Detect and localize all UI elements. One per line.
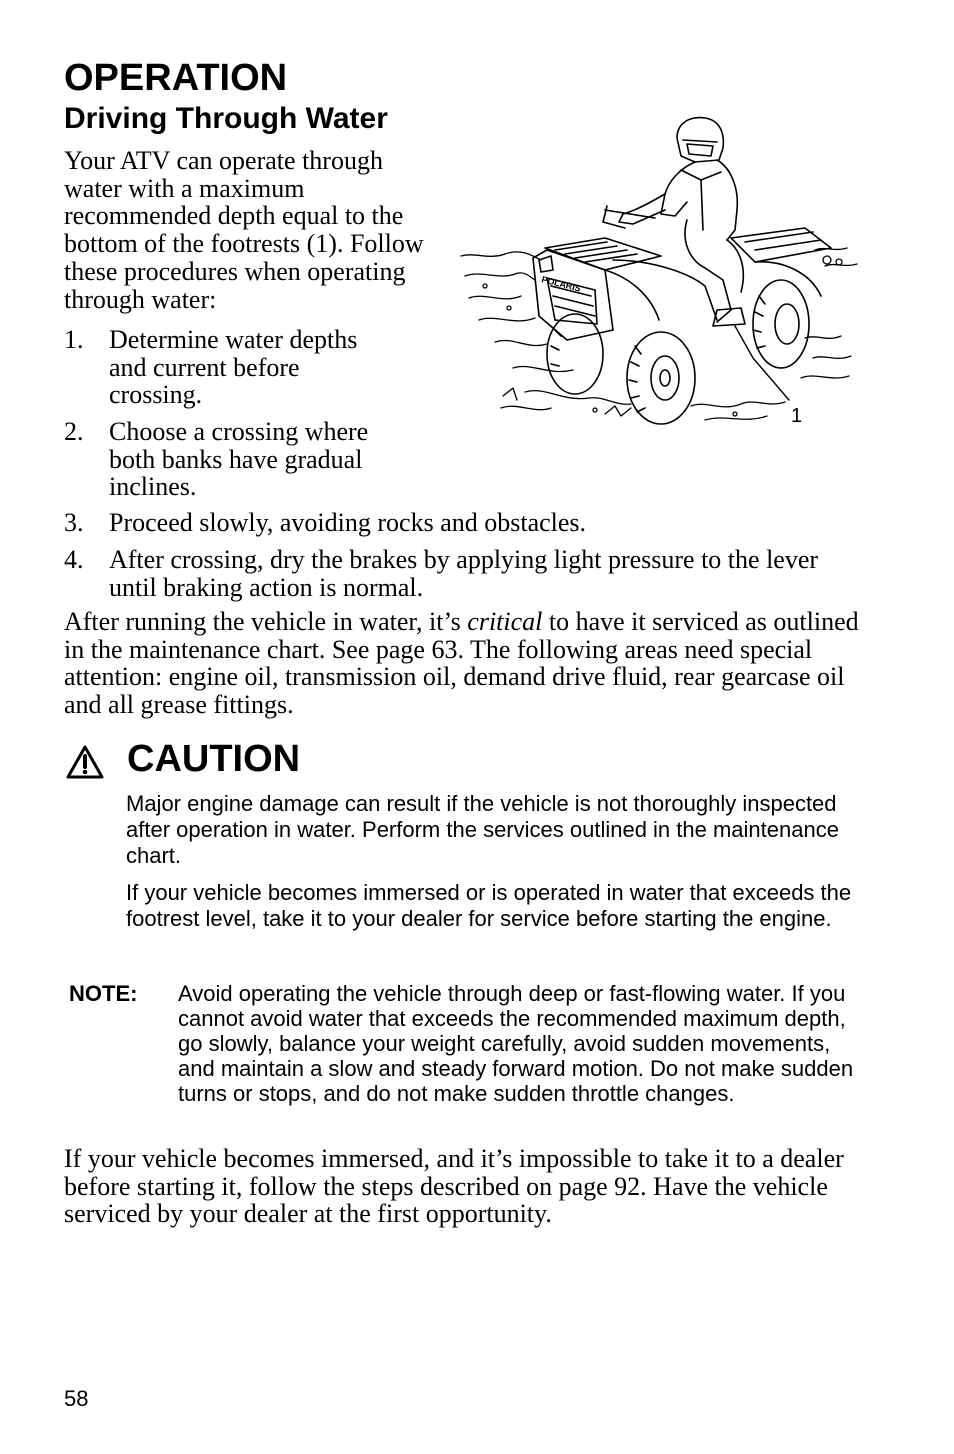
callout-leader-line — [735, 326, 789, 400]
page-number: 58 — [64, 1386, 89, 1411]
service-text-emphasis: critical — [467, 607, 543, 636]
caution-paragraph: Major engine damage can result if the vehicle is not thoroughly inspected after operation in water. Perform the services outlined in the maintenance chart. — [126, 791, 839, 868]
immersed-paragraph: If your vehicle becomes immersed, and it’s impossible to take it to a dealer before starting it, follow the steps described on page 92. Have the vehicle serviced by your dealer at the first opportunity. — [64, 1144, 844, 1229]
step-text: After crossing, dry the brakes by applying light pressure to the lever until braking action is normal. — [109, 545, 819, 602]
step-text: Proceed slowly, avoiding rocks and obstacles. — [109, 508, 587, 537]
atv-body — [533, 206, 831, 340]
note-text: Avoid operating the vehicle through deep or fast-flowing water. If you cannot avoid water that exceeds the recommended maximum depth, go slowly, balance your weight carefully, avoid sudden movements, and maintain a slow and steady forward motion. Do not make sudden turns or stops, and do not make sudden throttle changes. — [178, 981, 854, 1106]
polaris-logo: POLARIS — [540, 274, 582, 294]
figure-callout-number: 1 — [791, 405, 803, 427]
step-text: Determine water depths and current before crossing. — [109, 325, 358, 410]
service-text-before: After running the vehicle in water, it’s — [64, 607, 468, 636]
warning-triangle-icon — [66, 745, 104, 779]
atv-water-illustration — [455, 110, 865, 435]
step-number: 2. — [64, 417, 84, 446]
service-text-after: to have it serviced as outlined in the maintenance chart. See page 63. The following areas need special attention: engine oil, transmission oil, demand drive fluid, rear gearcase oil and all grease fittings. — [64, 607, 859, 720]
intro-paragraph: Your ATV can operate through water with a maximum recommended depth equal to the bottom of the footrests (1). Follow these procedures when operating through water: — [64, 146, 424, 314]
rider — [619, 118, 745, 326]
step-text: Choose a crossing where both banks have gradual inclines. — [109, 417, 369, 502]
section-title: OPERATION — [64, 57, 288, 99]
step-number: 4. — [64, 545, 84, 574]
step-number: 1. — [64, 325, 84, 354]
subsection-title: Driving Through Water — [64, 102, 388, 135]
caution-paragraph: If your vehicle becomes immersed or is operated in water that exceeds the footrest level, take it to your dealer for service before starting the engine. — [126, 880, 852, 931]
caution-heading: CAUTION — [127, 738, 301, 780]
step-number: 3. — [64, 508, 84, 537]
note-label: NOTE: — [69, 981, 138, 1006]
service-paragraph — [64, 608, 864, 719]
atv-wheels — [547, 280, 809, 424]
